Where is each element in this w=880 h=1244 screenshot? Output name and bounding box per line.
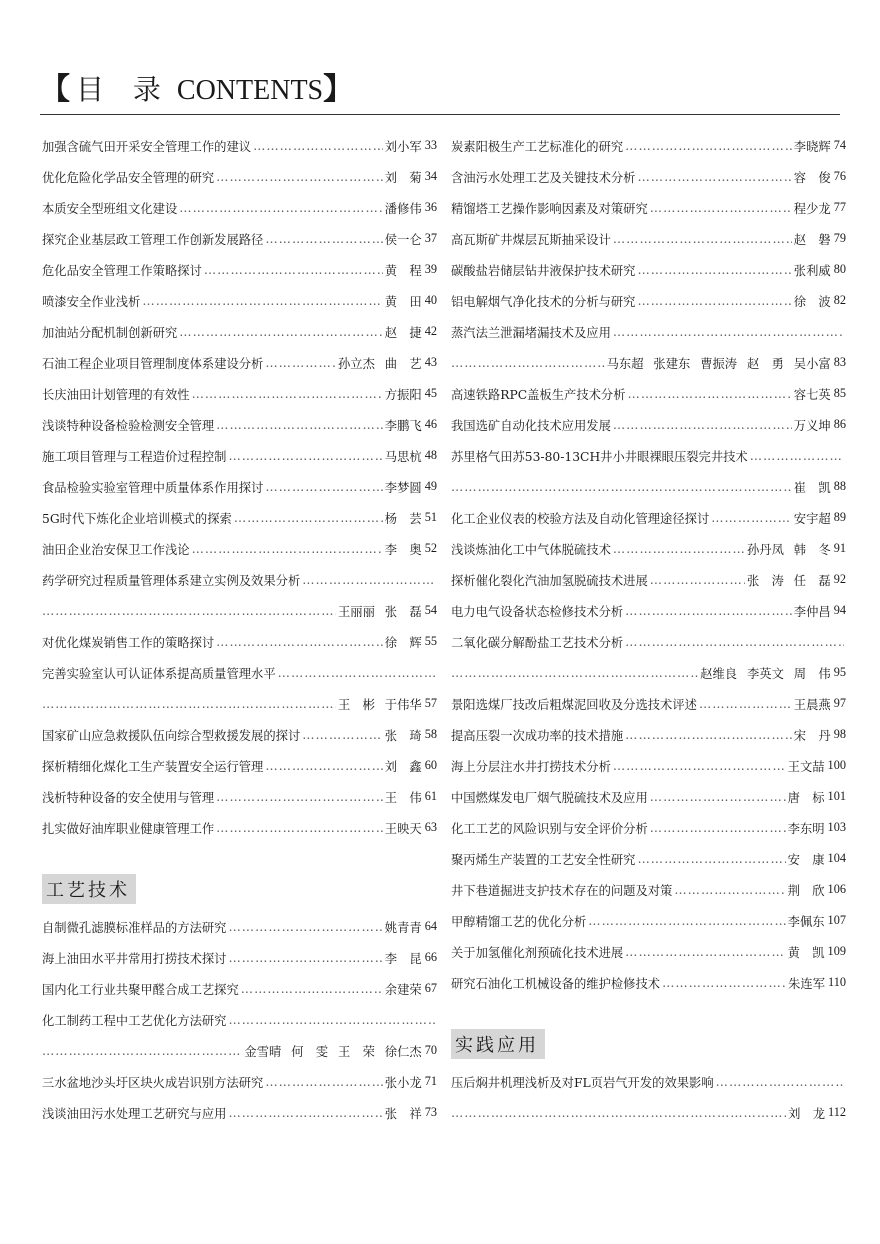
entry-title: 国家矿山应急救援队伍向综合型救援发展的探讨 (42, 728, 301, 743)
toc-entry[interactable] (451, 688, 846, 719)
toc-entry[interactable] (42, 130, 437, 161)
entry-title: 压后焖井机理浅析及对FL页岩气开发的效果影响 (451, 1075, 714, 1090)
toc-entry[interactable] (42, 973, 437, 1004)
entry-page-number: 37 (424, 231, 437, 245)
entry-page-number: 33 (424, 138, 437, 152)
entry-title: 蒸汽法兰泄漏堵漏技术及应用 (451, 325, 611, 340)
toc-entry[interactable] (451, 223, 846, 254)
entry-title: 国内化工行业共聚甲醛合成工艺探究 (42, 982, 239, 997)
entry-page-number: 82 (833, 293, 846, 307)
entry-author: 李佩东 (787, 914, 825, 929)
entry-author: 王 彬 于伟华 (338, 697, 422, 712)
entry-author: 王 伟 (384, 790, 422, 805)
toc-entry[interactable] (42, 192, 437, 223)
entry-author: 侯一仑 (384, 232, 422, 247)
section-gap (42, 843, 437, 867)
toc-entry[interactable] (42, 657, 437, 688)
entry-author: 朱连军 (788, 976, 825, 991)
entry-author: 张 涛 任 磊 (747, 573, 831, 588)
leader-dots (650, 573, 745, 587)
toc-entry[interactable] (42, 161, 437, 192)
entry-page-number: 42 (424, 324, 437, 338)
header-open-bracket: 【 (40, 72, 70, 107)
entry-title: 5G时代下炼化企业培训模式的探索 (42, 511, 232, 526)
right-column (451, 130, 846, 1128)
entry-page-number: 106 (827, 882, 846, 896)
leader-dots (302, 573, 435, 587)
leader-dots (241, 982, 383, 996)
toc-entry[interactable] (42, 942, 437, 973)
toc-entry[interactable] (42, 347, 437, 378)
entry-title: 提高压裂一次成功率的技术措施 (451, 728, 624, 743)
toc-list-practice (451, 1066, 846, 1128)
leader-dots (234, 511, 383, 525)
entry-title: 化工工艺的风险识别与安全评价分析 (451, 821, 648, 836)
entry-page-number: 54 (424, 603, 437, 617)
entry-title: 井下巷道掘进支护技术存在的问题及对策 (451, 883, 673, 898)
entry-title: 高速铁路RPC盖板生产技术分析 (451, 387, 626, 402)
leader-dots (650, 201, 792, 215)
toc-entry[interactable] (451, 936, 846, 967)
toc-entry[interactable] (451, 347, 846, 378)
entry-page-number: 66 (424, 950, 437, 964)
entry-page-number: 80 (833, 262, 846, 276)
leader-dots (228, 951, 382, 965)
entry-title: 甲醇精馏工艺的优化分析 (451, 914, 587, 929)
leader-dots (216, 821, 383, 835)
toc-entry[interactable] (451, 1066, 846, 1097)
toc-entry[interactable] (451, 285, 846, 316)
entry-author: 方振阳 (384, 387, 422, 402)
entry-page-number: 71 (424, 1074, 437, 1088)
entry-title: 食品检验实验室管理中质量体系作用探讨 (42, 480, 264, 495)
leader-dots (625, 635, 844, 649)
leader-dots (179, 325, 383, 339)
entry-page-number: 76 (833, 169, 846, 183)
toc-entry[interactable] (42, 471, 437, 502)
entry-page-number: 77 (833, 200, 846, 214)
entry-title: 石油工程企业项目管理制度体系建设分析 (42, 356, 264, 371)
entry-title: 电力电气设备状态检修技术分析 (451, 604, 624, 619)
entry-author: 马东超 张建东 曹振涛 赵 勇 吴小富 (606, 356, 831, 371)
entry-author: 李 奥 (384, 542, 422, 557)
entry-title: 聚丙烯生产装置的工艺安全性研究 (451, 852, 636, 867)
entry-page-number: 86 (833, 417, 846, 431)
entry-author: 李梦圆 (384, 480, 422, 495)
leader-dots (42, 697, 336, 711)
entry-author: 赵 捷 (384, 325, 422, 340)
toc-entry[interactable] (42, 533, 437, 564)
leader-dots (711, 511, 792, 525)
leader-dots (216, 170, 383, 184)
leader-dots (204, 263, 383, 277)
header-close-bracket: 】 (323, 72, 354, 107)
toc-entry[interactable] (42, 1035, 437, 1066)
leader-dots (192, 542, 383, 556)
toc-entry[interactable] (451, 905, 846, 936)
toc-entry[interactable] (451, 564, 846, 595)
leader-dots (625, 728, 792, 742)
leader-dots (179, 201, 383, 215)
entry-page-number: 43 (424, 355, 437, 369)
toc-entry[interactable] (42, 626, 437, 657)
entry-title: 浅谈炼油化工中气体脱硫技术 (451, 542, 611, 557)
entry-title: 景阳选煤厂技改后粗煤泥回收及分选技术评述 (451, 697, 697, 712)
entry-title: 药学研究过程质量管理体系建立实例及效果分析 (42, 573, 301, 588)
leader-dots (451, 480, 792, 494)
entry-title: 扎实做好油库职业健康管理工作 (42, 821, 215, 836)
toc-entry[interactable] (42, 1004, 437, 1035)
leader-dots (613, 325, 844, 339)
entry-page-number: 92 (833, 572, 846, 586)
entry-page-number: 61 (424, 789, 437, 803)
entry-title: 碳酸盐岩储层钻井液保护技术研究 (451, 263, 636, 278)
entry-author: 王丽丽 张 磊 (338, 604, 422, 619)
entry-title: 化工制药工程中工艺优化方法研究 (42, 1013, 227, 1028)
entry-author: 万义坤 (793, 418, 831, 433)
entry-page-number: 100 (827, 758, 846, 772)
toc-entry[interactable] (451, 595, 846, 626)
entry-page-number: 46 (424, 417, 437, 431)
leader-dots (451, 356, 605, 370)
entry-title: 关于加氢催化剂预硫化技术进展 (451, 945, 624, 960)
entry-title: 海上油田水平井常用打捞技术探讨 (42, 951, 227, 966)
entry-title: 加强含硫气田开采安全管理工作的建议 (42, 139, 252, 154)
toc-entry[interactable] (451, 750, 846, 781)
entry-page-number: 48 (424, 448, 437, 462)
entry-page-number: 63 (424, 820, 437, 834)
entry-page-number: 98 (833, 727, 846, 741)
leader-dots (451, 1106, 786, 1120)
toc-entry[interactable] (42, 440, 437, 471)
entry-page-number: 74 (833, 138, 846, 152)
leader-dots (625, 139, 792, 153)
leader-dots (265, 356, 336, 370)
toc-entry[interactable] (451, 533, 846, 564)
entry-title: 浅谈油田污水处理工艺研究与应用 (42, 1106, 227, 1121)
entry-page-number: 67 (424, 981, 437, 995)
entry-title: 长庆油田计划管理的有效性 (42, 387, 190, 402)
entry-title: 探究企业基层政工管理工作创新发展路径 (42, 232, 264, 247)
leader-dots (699, 697, 792, 711)
entry-title: 危化品安全管理工作策略探讨 (42, 263, 202, 278)
entry-author: 王文喆 (787, 759, 825, 774)
leader-dots (228, 1013, 435, 1027)
leader-dots (588, 914, 785, 928)
leader-dots (613, 759, 786, 773)
leader-dots (451, 666, 698, 680)
entry-author: 刘小军 (384, 139, 422, 154)
entry-page-number: 49 (424, 479, 437, 493)
toc-entry[interactable] (42, 688, 437, 719)
entry-title: 含油污水处理工艺及关键技术分析 (451, 170, 636, 185)
leader-dots (42, 1044, 242, 1058)
header-title-en: CONTENTS (176, 75, 324, 106)
toc-list-left (42, 130, 437, 843)
entry-author: 孙立杰 曲 艺 (338, 356, 422, 371)
entry-author: 潘修伟 (384, 201, 422, 216)
entry-page-number: 83 (833, 355, 846, 369)
leader-dots (142, 294, 382, 308)
entry-author: 张 琦 (384, 728, 422, 743)
toc-entry[interactable] (451, 626, 846, 657)
entry-author: 黄 凯 (787, 945, 825, 960)
leader-dots (750, 449, 844, 463)
section-heading-practice-label: 实践应用 (451, 1029, 545, 1059)
toc-entry[interactable] (42, 595, 437, 626)
toc-entry[interactable] (451, 967, 846, 998)
entry-author: 安宇超 (793, 511, 831, 526)
leader-dots (625, 945, 785, 959)
entry-title: 我国选矿自动化技术应用发展 (451, 418, 611, 433)
leader-dots (716, 1075, 844, 1089)
toc-entry[interactable] (42, 911, 437, 942)
entry-author: 容七英 (793, 387, 831, 402)
toc-entry[interactable] (451, 316, 846, 347)
entry-author: 刘 鑫 (384, 759, 422, 774)
leader-dots (265, 759, 382, 773)
entry-author: 张利威 (793, 263, 831, 278)
toc-entry[interactable] (451, 409, 846, 440)
entry-page-number: 73 (424, 1105, 437, 1119)
entry-author: 李鹏飞 (384, 418, 422, 433)
left-column (42, 130, 437, 1128)
entry-title: 自制微孔滤膜标准样品的方法研究 (42, 920, 227, 935)
entry-page-number: 101 (827, 789, 846, 803)
leader-dots (613, 542, 745, 556)
entry-page-number: 89 (833, 510, 846, 524)
entry-page-number: 40 (424, 293, 437, 307)
entry-title: 三水盆地沙头圩区块火成岩识别方法研究 (42, 1075, 264, 1090)
entry-author: 程少龙 (793, 201, 831, 216)
leader-dots (625, 604, 792, 618)
entry-title: 高瓦斯矿井煤层瓦斯抽采设计 (451, 232, 611, 247)
entry-title: 施工项目管理与工程造价过程控制 (42, 449, 227, 464)
toc-entry[interactable] (42, 1066, 437, 1097)
toc-entry[interactable] (42, 223, 437, 254)
leader-dots (228, 1106, 382, 1120)
toc-entry[interactable] (42, 1097, 437, 1128)
entry-author: 赵 磐 (793, 232, 831, 247)
entry-title: 化工企业仪表的校验方法及自动化管理途径探讨 (451, 511, 710, 526)
entry-page-number: 104 (827, 851, 846, 865)
entry-page-number: 34 (424, 169, 437, 183)
entry-author: 马思杭 (384, 449, 422, 464)
entry-page-number: 95 (833, 665, 846, 679)
entry-title: 探析精细化煤化工生产装置安全运行管理 (42, 759, 264, 774)
toc-entry[interactable] (42, 812, 437, 843)
entry-page-number: 70 (424, 1043, 437, 1057)
entry-author: 余建荣 (384, 982, 422, 997)
entry-page-number: 64 (424, 919, 437, 933)
leader-dots (216, 418, 383, 432)
entry-page-number: 57 (424, 696, 437, 710)
toc-entry[interactable] (42, 750, 437, 781)
entry-author: 姚青青 (384, 920, 422, 935)
entry-author: 李晓辉 (793, 139, 831, 154)
entry-page-number: 55 (424, 634, 437, 648)
toc-entry[interactable] (451, 874, 846, 905)
entry-page-number: 88 (833, 479, 846, 493)
leader-dots (637, 263, 791, 277)
toc-entry[interactable] (451, 781, 846, 812)
entry-author: 李 昆 (384, 951, 422, 966)
entry-title: 喷漆安全作业浅析 (42, 294, 141, 309)
leader-dots (650, 821, 786, 835)
toc-entry[interactable] (42, 719, 437, 750)
toc-entry[interactable] (42, 285, 437, 316)
toc-entry[interactable] (42, 781, 437, 812)
entry-page-number: 91 (833, 541, 846, 555)
entry-page-number: 58 (424, 727, 437, 741)
entry-title: 研究石油化工机械设备的维护检修技术 (451, 976, 661, 991)
entry-author: 黄 程 (384, 263, 422, 278)
entry-title: 铝电解烟气净化技术的分析与研究 (451, 294, 636, 309)
entry-author: 崔 凯 (793, 480, 831, 495)
leader-dots (637, 852, 785, 866)
entry-author: 金雪晴 何 雯 王 荣 徐仁杰 (244, 1044, 422, 1059)
toc-entry[interactable] (451, 1097, 846, 1128)
toc-entry[interactable] (451, 719, 846, 750)
entry-author: 徐 波 (793, 294, 831, 309)
entry-author: 王晨燕 (793, 697, 831, 712)
toc-entry[interactable] (42, 409, 437, 440)
entry-page-number: 36 (424, 200, 437, 214)
entry-author: 王映天 (384, 821, 422, 836)
toc-entry[interactable] (42, 502, 437, 533)
leader-dots (302, 728, 383, 742)
toc-entry[interactable] (42, 316, 437, 347)
entry-author: 张小龙 (384, 1075, 422, 1090)
entry-page-number: 103 (827, 820, 846, 834)
page-header (40, 72, 840, 115)
entry-page-number: 112 (828, 1105, 846, 1119)
entry-author: 赵维良 李英文 周 伟 (700, 666, 831, 681)
leader-dots (613, 232, 792, 246)
entry-page-number: 79 (833, 231, 846, 245)
entry-title: 海上分层注水井打捞技术分析 (451, 759, 611, 774)
entry-page-number: 52 (424, 541, 437, 555)
entry-page-number: 85 (833, 386, 846, 400)
toc-entry[interactable] (451, 161, 846, 192)
entry-title: 二氧化碳分解酚盐工艺技术分析 (451, 635, 624, 650)
toc-entry[interactable] (451, 130, 846, 161)
leader-dots (628, 387, 792, 401)
leader-dots (613, 418, 792, 432)
leader-dots (265, 480, 382, 494)
entry-page-number: 94 (833, 603, 846, 617)
toc-entry[interactable] (451, 502, 846, 533)
leader-dots (278, 666, 435, 680)
entry-title: 对优化煤炭销售工作的策略探讨 (42, 635, 215, 650)
entry-author: 张 祥 (384, 1106, 422, 1121)
entry-author: 杨 芸 (384, 511, 422, 526)
entry-page-number: 51 (424, 510, 437, 524)
entry-title: 完善实验室认可认证体系提高质量管理水平 (42, 666, 276, 681)
entry-title: 浅谈特种设备检验检测安全管理 (42, 418, 215, 433)
leader-dots (637, 294, 791, 308)
toc-entry[interactable] (451, 378, 846, 409)
entry-title: 油田企业治安保卫工作浅论 (42, 542, 190, 557)
section-heading-process-label: 工艺技术 (42, 874, 136, 904)
entry-author: 刘 龙 (788, 1106, 825, 1121)
toc-entry[interactable] (451, 657, 846, 688)
entry-page-number: 109 (827, 944, 846, 958)
leader-dots (265, 232, 382, 246)
entry-author: 唐 标 (787, 790, 825, 805)
toc-entry[interactable] (451, 440, 846, 471)
leader-dots (228, 449, 382, 463)
leader-dots (662, 976, 786, 990)
section-heading-process (42, 867, 437, 911)
entry-author: 宋 丹 (793, 728, 831, 743)
entry-page-number: 110 (828, 975, 846, 989)
toc-entry[interactable] (451, 843, 846, 874)
leader-dots (265, 1075, 382, 1089)
leader-dots (650, 790, 786, 804)
leader-dots (216, 635, 383, 649)
entry-page-number: 107 (827, 913, 846, 927)
entry-page-number: 45 (424, 386, 437, 400)
toc-entry[interactable] (42, 378, 437, 409)
toc-entry[interactable] (42, 254, 437, 285)
entry-title: 精馏塔工艺操作影响因素及对策研究 (451, 201, 648, 216)
entry-author: 徐 辉 (384, 635, 422, 650)
leader-dots (42, 604, 336, 618)
leader-dots (228, 920, 382, 934)
entry-title: 浅析特种设备的安全使用与管理 (42, 790, 215, 805)
leader-dots (253, 139, 383, 153)
entry-title: 探析催化裂化汽油加氢脱硫技术进展 (451, 573, 648, 588)
entry-title: 本质安全型班组文化建设 (42, 201, 178, 216)
toc-entry[interactable] (451, 192, 846, 223)
leader-dots (216, 790, 383, 804)
entry-author: 李东明 (787, 821, 825, 836)
entry-author: 容 俊 (793, 170, 831, 185)
section-gap (451, 998, 846, 1022)
entry-author: 荆 欣 (787, 883, 825, 898)
entry-author: 刘 菊 (384, 170, 422, 185)
entry-title: 加油站分配机制创新研究 (42, 325, 178, 340)
leader-dots (192, 387, 383, 401)
toc-entry[interactable] (451, 254, 846, 285)
entry-title: 优化危险化学品安全管理的研究 (42, 170, 215, 185)
toc-entry[interactable] (42, 564, 437, 595)
toc-list-right (451, 130, 846, 998)
entry-author: 黄 田 (384, 294, 422, 309)
header-title-cn: 目 录 (76, 73, 171, 106)
entry-title: 苏里格气田苏53-80-13CH井小井眼裸眼压裂完井技术 (451, 449, 748, 464)
entry-page-number: 39 (424, 262, 437, 276)
toc-list-process (42, 911, 437, 1128)
section-heading-practice (451, 1022, 846, 1066)
entry-author: 孙丹凤 韩 冬 (747, 542, 831, 557)
entry-title: 中国燃煤发电厂烟气脱硫技术及应用 (451, 790, 648, 805)
entry-author: 安 康 (787, 852, 825, 867)
entry-page-number: 97 (833, 696, 846, 710)
entry-title: 炭素阳极生产工艺标准化的研究 (451, 139, 624, 154)
leader-dots (637, 170, 791, 184)
toc-entry[interactable] (451, 471, 846, 502)
leader-dots (674, 883, 785, 897)
entry-author: 李仲昌 (793, 604, 831, 619)
entry-page-number: 60 (424, 758, 437, 772)
toc-entry[interactable] (451, 812, 846, 843)
